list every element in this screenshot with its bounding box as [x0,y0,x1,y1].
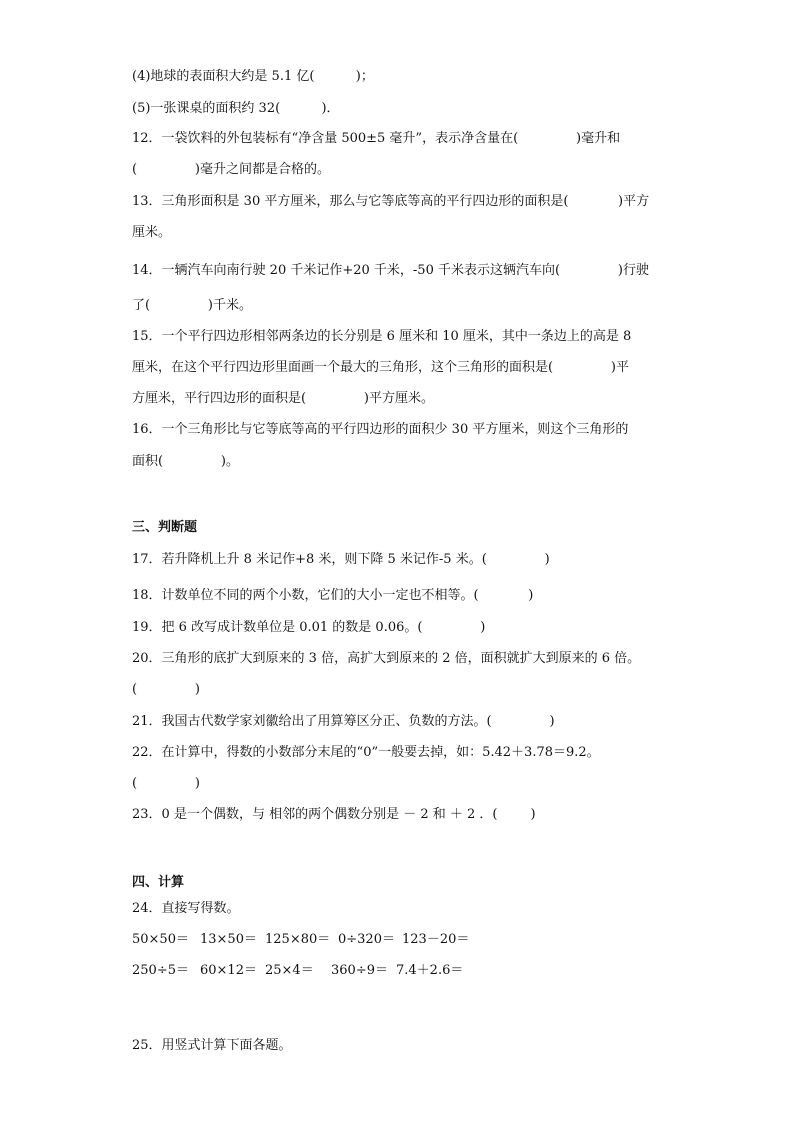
question-14-line-1: 14．一辆汽车向南行驶 20 千米记作+20 千米，-50 千米表示这辆汽车向( )行驶 [132,263,649,278]
question-14-line-2: 了( )千米。 [132,298,252,313]
question-25: 25．用竖式计算下面各题。 [132,1038,292,1053]
calc-item: 250÷5＝ [132,963,189,978]
question-20-line-2: ( ) [132,682,200,697]
question-22-line-2: ( ) [132,776,200,791]
question-15-line-2: 厘米，在这个平行四边形里面画一个最大的三角形，这个三角形的面积是( )平 [132,360,629,375]
question-11-4: (4)地球的表面积大约是 5.1 亿( )； [132,69,374,84]
calc-item: 125×80＝ [265,932,331,947]
question-15-line-3: 方厘米，平行四边形的面积是( )平方厘米。 [132,391,434,406]
question-23: 23．0 是一个偶数，与 相邻的两个偶数分别是 － 2 和 ＋ 2 ．( ) [132,807,536,822]
question-16-line-2: 面积( )。 [132,454,239,469]
question-12-line-1: 12．一袋饮料的外包装标有“净含量 500±5 毫升”，表示净含量在( )毫升和 [132,131,621,146]
calc-item: 50×50＝ [132,932,189,947]
question-13-line-1: 13．三角形面积是 30 平方厘米，那么与它等底等高的平行四边形的面积是( )平方 [132,194,650,209]
question-17: 17．若升降机上升 8 米记作+8 米，则下降 5 米记作-5 米。( ) [132,552,550,567]
question-11-5: (5)一张课桌的面积约 32( )． [132,101,340,116]
question-13-line-2: 厘米。 [132,225,172,240]
calc-item: 360÷9＝ [331,963,388,978]
section-calculation-heading: 四、计算 [132,875,185,890]
question-22-line-1: 22．在计算中，得数的小数部分末尾的“0”一般要去掉，如：5.42＋3.78＝9.2。 [132,745,600,760]
question-12-line-2: ( )毫升之间都是合格的。 [132,162,330,177]
question-15-line-1: 15．一个平行四边形相邻两条边的长分别是 6 厘米和 10 厘米，其中一条边上的高是 8 [132,329,632,344]
question-20-line-1: 20．三角形的底扩大到原来的 3 倍，高扩大到原来的 2 倍，面积就扩大到原来的 6 倍。 [132,651,641,666]
calc-item: 25×4＝ [265,963,314,978]
question-18: 18．计数单位不同的两个小数，它们的大小一定也不相等。( ) [132,588,534,603]
question-16-line-1: 16．一个三角形比与它等底等高的平行四边形的面积少 30 平方厘米，则这个三角形的 [132,422,629,437]
calc-item: 7.4＋2.6＝ [396,963,464,978]
calc-item: 123－20＝ [402,932,470,947]
calc-item: 13×50＝ [200,932,257,947]
question-19: 19．把 6 改写成计数单位是 0.01 的数是 0.06。( ) [132,620,486,635]
calc-item: 0÷320＝ [338,932,395,947]
question-24: 24．直接写得数。 [132,901,240,916]
question-21: 21．我国古代数学家刘徽给出了用算筹区分正、负数的方法。( ) [132,714,555,729]
section-judgement-heading: 三、判断题 [132,520,198,535]
calc-item: 60×12＝ [200,963,257,978]
